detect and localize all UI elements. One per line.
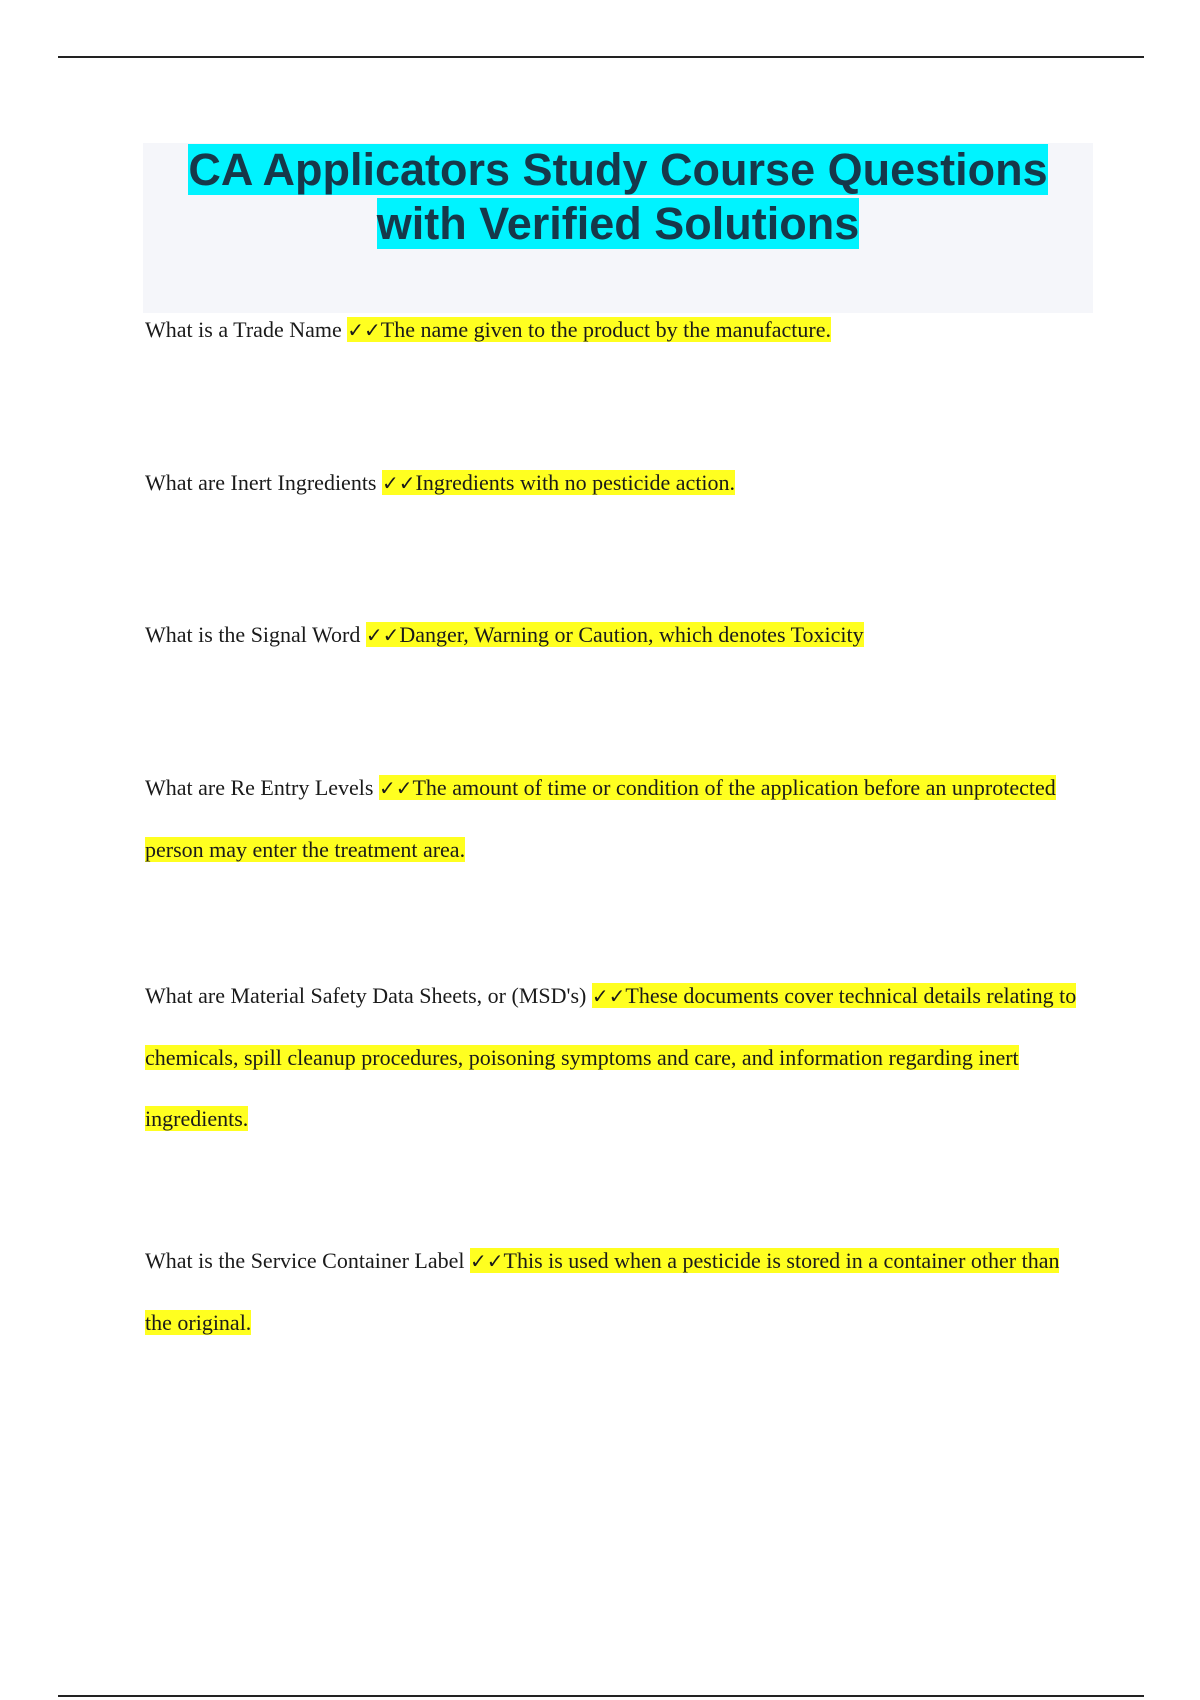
- question-text: What is the Signal Word: [145, 622, 361, 647]
- question-text: What are Inert Ingredients: [145, 470, 377, 495]
- qa-item: [145, 299, 1085, 361]
- qa-item: [145, 452, 1085, 514]
- answer-text: ✓✓The amount of time or condition of the application before an unprotected person may enter the treatment area.: [145, 775, 1056, 862]
- check-icon: ✓✓: [470, 1249, 504, 1273]
- qa-item: [145, 604, 1085, 666]
- check-icon: ✓✓: [591, 984, 626, 1008]
- qa-item: [145, 1230, 1085, 1353]
- qa-item: [145, 757, 1085, 880]
- question-text: What is a Trade Name: [145, 317, 342, 342]
- check-icon: ✓✓: [378, 776, 413, 800]
- answer-text: ✓✓This is used when a pesticide is stored in a container other than the original.: [145, 1248, 1060, 1335]
- title-line-2: with Verified Solutions: [376, 198, 860, 249]
- top-rule: [58, 56, 1144, 58]
- title-line-1: CA Applicators Study Course Questions: [188, 144, 1048, 195]
- question-text: What is the Service Container Label: [145, 1248, 465, 1273]
- answer-text: ✓✓These documents cover technical details relating to chemicals, spill cleanup procedures, poisoning symptoms and care, and information regarding inert ingredients.: [145, 983, 1077, 1131]
- question-text: What are Material Safety Data Sheets, or (MSD's): [145, 983, 587, 1008]
- check-icon: ✓✓: [347, 318, 381, 342]
- answer-text: ✓✓Danger, Warning or Caution, which denotes Toxicity: [365, 622, 864, 647]
- answer-text: ✓✓The name given to the product by the manufacture.: [347, 317, 831, 342]
- check-icon: ✓✓: [382, 471, 416, 495]
- bottom-rule: [58, 1695, 1144, 1697]
- document-title: [143, 143, 1093, 251]
- check-icon: ✓✓: [365, 623, 400, 647]
- answer-text: ✓✓Ingredients with no pesticide action.: [382, 470, 736, 495]
- qa-item: [145, 965, 1085, 1149]
- question-text: What are Re Entry Levels: [145, 775, 374, 800]
